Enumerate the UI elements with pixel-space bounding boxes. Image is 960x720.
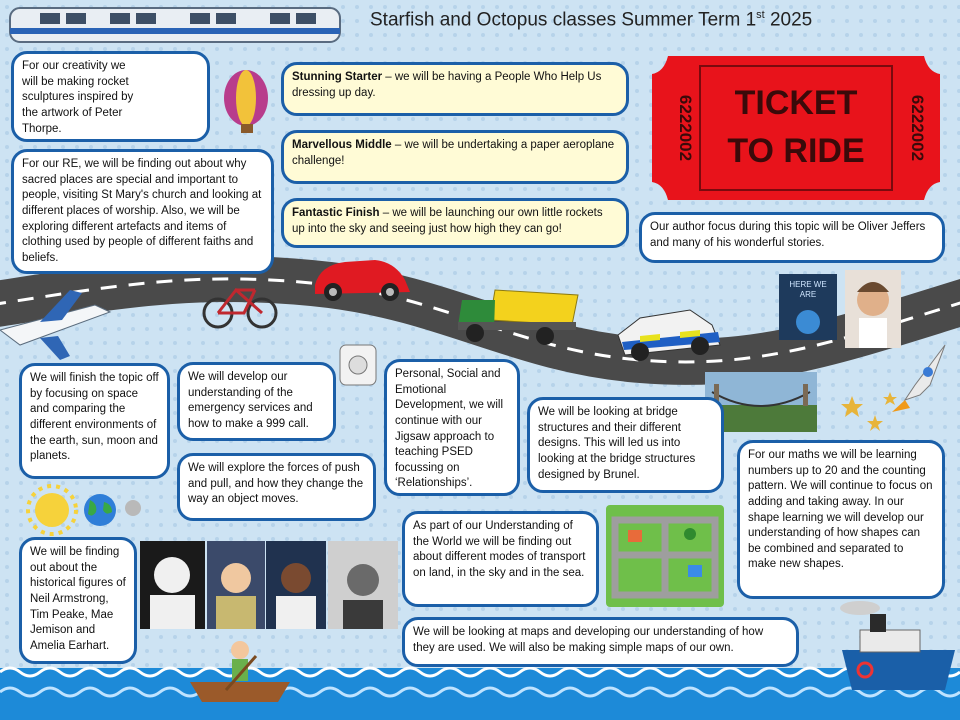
historical-figures-photos (140, 541, 398, 629)
fantastic-finish-box: Fantastic Finish – we will be launching our own little rockets up into the sky and seeing just how high they can go! (281, 198, 629, 248)
emergency-services-box: We will develop our understanding of the emergency services and how to make a 999 call. (177, 362, 336, 441)
moon-icon (125, 500, 141, 516)
book-cover-title: HERE WE ARE (789, 280, 827, 299)
ticket-number-right: 6222002 (908, 94, 927, 162)
stunning-starter-box: Stunning Starter – we will be having a People Who Help Us dressing up day. (281, 62, 629, 116)
oliver-jeffers-photo (845, 270, 901, 348)
bridge-box: We will be looking at bridge structures and their different designs. This will led us into looking at the bridge structures designed by Brunel. (527, 397, 724, 493)
train-icon (10, 8, 340, 42)
transport-box: As part of our Understanding of the World we will be finding out about different modes of transport on land, in the sky and in the sea. (402, 511, 599, 607)
forces-box: We will explore the forces of push and pull, and how they change the way an object moves. (177, 453, 376, 521)
marvellous-middle-box: Marvellous Middle – we will be undertaking a paper aeroplane challenge! (281, 130, 629, 184)
earth-icon (84, 494, 116, 526)
historical-figures-box: We will be finding out about the historical figures of Neil Armstrong, Tim Peake, Mae Jemison and Amelia Earhart. (19, 537, 137, 664)
space-box: We will finish the topic off by focusing on space and comparing the different environments of the earth, sun, moon and planets. (19, 363, 170, 479)
creativity-box: For our creativity we will be making rocket sculptures inspired by the artwork of Peter Thorpe. (11, 51, 210, 142)
page-title: Starfish and Octopus classes Summer Term 1st 2025 (370, 9, 813, 31)
ticket-number-left: 6222002 (676, 94, 695, 162)
ticket-line1: TICKET (734, 84, 858, 122)
re-box: For our RE, we will be finding out about why sacred places are special and important to people, visiting St Mary's church and looking at different places of worship. Also, we will be exploring different artefacts and items of clothing used by people of different faiths and beliefs. (11, 149, 274, 274)
author-focus-box: Our author focus during this topic will be Oliver Jeffers and many of his wonderful stories. (639, 212, 945, 263)
ticket-to-ride-graphic (650, 52, 942, 204)
town-map-icon (606, 505, 724, 607)
maps-box: We will be looking at maps and developing our understanding of how they are used. We will also be making simple maps of our own. (402, 617, 799, 667)
maths-box: For our maths we will be learning numbers up to 20 and the counting pattern. We will continue to focus on adding and taking away. In our shape learning we will develop our understanding of how shapes can be combined and separated to make new shapes. (737, 440, 945, 599)
telephone-icon (340, 345, 376, 385)
ticket-line2: TO RIDE (727, 132, 865, 170)
psed-box: Personal, Social and Emotional Development, we will continue with our Jigsaw approach to teaching PSED focussing on ‘Relationships’. (384, 359, 520, 496)
